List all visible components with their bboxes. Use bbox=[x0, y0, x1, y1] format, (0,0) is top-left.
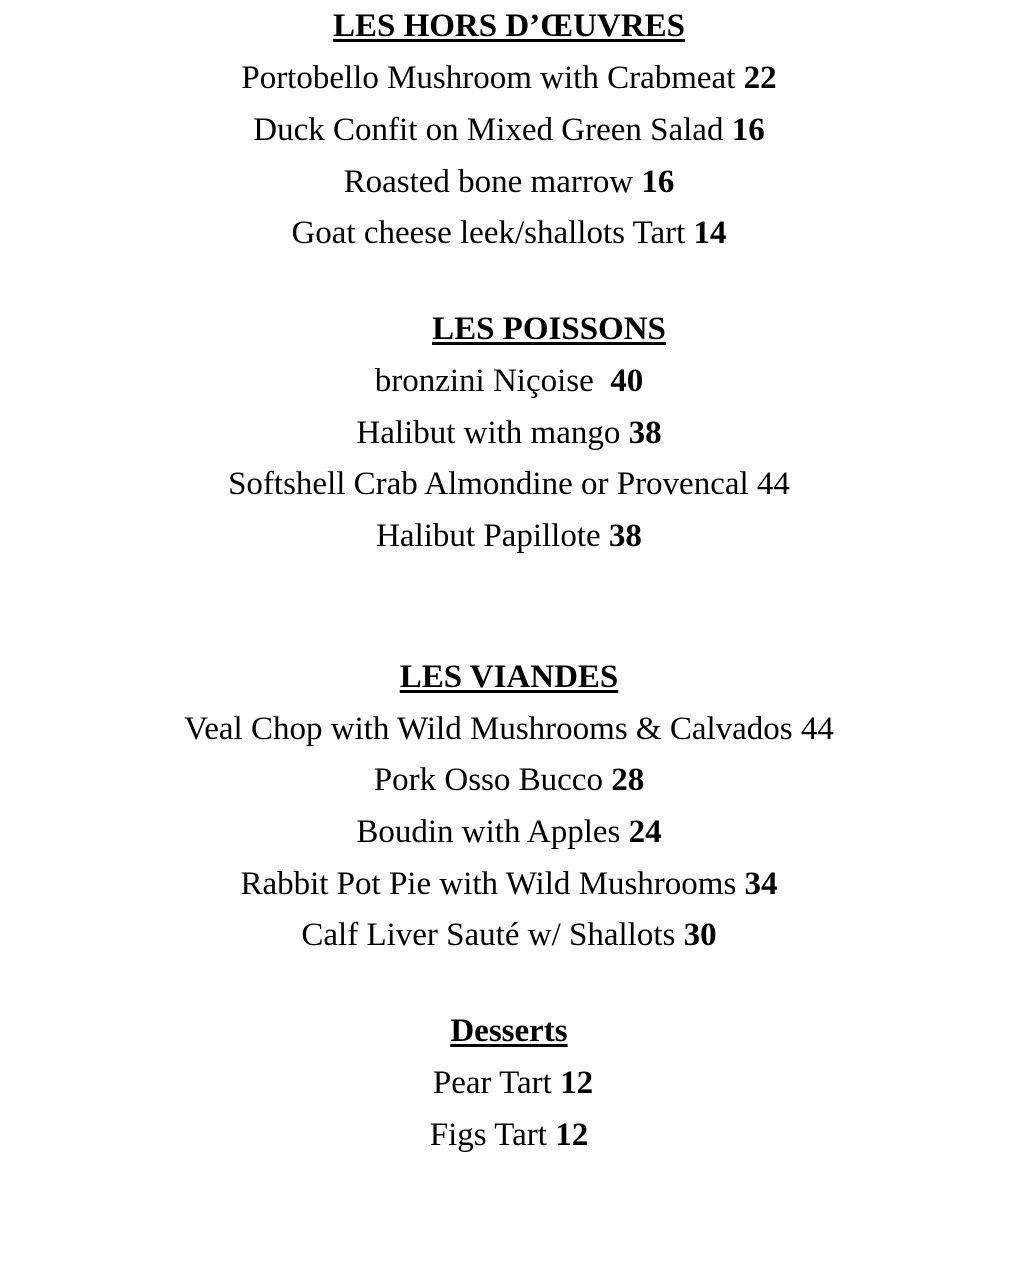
section-title-viandes: LES VIANDES bbox=[399, 659, 619, 695]
item-price: 44 bbox=[756, 466, 790, 502]
menu-item bbox=[0, 464, 1018, 504]
menu-item bbox=[0, 162, 1018, 202]
item-name: Goat cheese leek/shallots Tart bbox=[291, 215, 686, 251]
section-title-desserts: Desserts bbox=[450, 1013, 568, 1049]
menu-item bbox=[0, 58, 1018, 98]
menu-item bbox=[0, 516, 1018, 556]
menu-item bbox=[0, 915, 1018, 955]
menu-item bbox=[0, 110, 1018, 150]
menu-item bbox=[0, 864, 1018, 904]
item-name: Boudin with Apples bbox=[356, 814, 621, 850]
menu-item bbox=[0, 413, 1018, 453]
item-name: Softshell Crab Almondine or Provencal bbox=[228, 466, 749, 502]
item-price: 30 bbox=[683, 917, 717, 953]
menu-item bbox=[0, 812, 1018, 852]
menu-item bbox=[0, 760, 1018, 800]
item-price: 44 bbox=[800, 711, 834, 747]
section-title-hors-doeuvres: LES HORS D’ŒUVRES bbox=[332, 8, 686, 44]
item-price: 28 bbox=[611, 762, 645, 798]
menu-item bbox=[0, 1115, 1018, 1155]
item-price: 38 bbox=[608, 518, 642, 554]
item-name: Pork Osso Bucco bbox=[373, 762, 603, 798]
item-price: 24 bbox=[628, 814, 662, 850]
menu-item bbox=[0, 213, 1018, 253]
menu-item bbox=[0, 361, 1018, 401]
section-title-poissons: LES POISSONS bbox=[432, 311, 666, 347]
item-price: 34 bbox=[744, 866, 778, 902]
item-name: Veal Chop with Wild Mushrooms & Calvados bbox=[184, 711, 793, 747]
item-name: Rabbit Pot Pie with Wild Mushrooms bbox=[240, 866, 737, 902]
item-price: 16 bbox=[731, 112, 765, 148]
item-price: 12 bbox=[560, 1065, 594, 1101]
item-name: Halibut with mango bbox=[356, 415, 621, 451]
item-name: Halibut Papillote bbox=[376, 518, 601, 554]
item-price: 38 bbox=[628, 415, 662, 451]
item-name: Calf Liver Sauté w/ Shallots bbox=[301, 917, 676, 953]
item-name: Roasted bone marrow bbox=[343, 164, 634, 200]
menu-item bbox=[0, 709, 1018, 749]
item-name: Portobello Mushroom with Crabmeat bbox=[241, 60, 736, 96]
item-price: 14 bbox=[693, 215, 727, 251]
menu-item bbox=[4, 1063, 1018, 1103]
item-price: 22 bbox=[743, 60, 777, 96]
item-name: Pear Tart bbox=[432, 1065, 552, 1101]
item-price: 16 bbox=[641, 164, 675, 200]
item-name: bronzini Niçoise bbox=[374, 363, 603, 399]
item-name: Duck Confit on Mixed Green Salad bbox=[253, 112, 724, 148]
item-price: 12 bbox=[555, 1117, 589, 1153]
item-name: Figs Tart bbox=[429, 1117, 547, 1153]
item-price: 40 bbox=[610, 363, 644, 399]
